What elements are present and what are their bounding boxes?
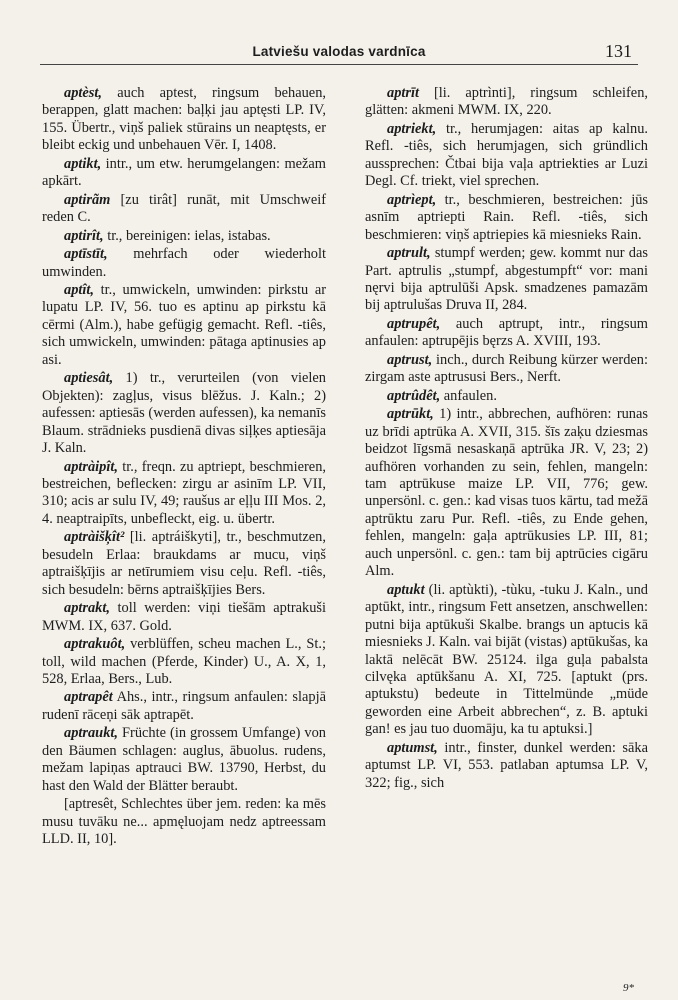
entry-definition: [li. aptrìnti], ringsum schleifen, glätten: akmeni MWM. IX, 220. — [365, 85, 648, 119]
dictionary-entry — [42, 156, 326, 191]
entry-definition: [li. aptráiškyti], tr., beschmutzen, besudeln Erlaa: braukdams ar mucu, viņš aptraišķījis ar netīrumiem visu ceļu. Refl. -tiês, sich besudeln: bērns aptraišķījies Bers. — [42, 529, 326, 598]
dictionary-entry — [42, 689, 326, 724]
entry-definition: tr., herumjagen: aitas ap kalnu. Refl. -tiês, sich herumjagen, sich gründlich aussprechen: Čtbai bija vaļa aptriekties ar Luzi Degl. Cf. triekt, viel sprechen. — [365, 120, 648, 190]
entry-headword: aptirãm — [64, 191, 111, 208]
entry-headword: aptrult, — [387, 245, 431, 262]
dictionary-entry — [365, 192, 648, 244]
page-header — [40, 40, 638, 65]
entry-headword: aptrûdêt, — [387, 387, 441, 404]
entry-definition: intr., finster, dunkel werden: sāka aptumst LP. VI, 553. patlaban aptumsa LP. V, 322; fig., sich — [365, 739, 648, 791]
entry-definition: tr., umwickeln, umwinden: pirkstu ar lupatu LP. IV, 56. tuo es aptinu ap pirkstu kā cērmi (Alm.), habe gefügig gemacht. Refl. -tiês, sich umwickeln, umwinden: pātaga aptinusies ap asi. — [42, 281, 326, 368]
entry-headword: aptrakt, — [64, 600, 110, 617]
entry-definition: tr., freqn. zu aptriept, beschmieren, bestreichen, beflecken: zirgu ar asinīm LP. VII, 310; acis ar sulu IV, 49; raušus ar eļļu III Mos. 2, 4. neaptraipīts, unbefleckt, eig. u. übertr. — [42, 458, 326, 527]
entry-definition: 1) tr., verurteilen (von vielen Objekten): zagļus, visus blēžus. J. Kaln.; 2) aufessen: aptiesās (werden aufessen), ka nemanīs Blaum. strādnieks pusdienā divas siļķes aptiesāja J. Kaln. — [42, 370, 326, 457]
entry-headword: aptrìept, — [387, 191, 437, 208]
entry-definition: [zu tirât] runāt, mit Umschweif reden C. — [42, 191, 326, 226]
entry-definition: stumpf werden; gew. kommt nur das Part. aptrulis „stumpf, abgestumpft“ vor: mani nęrvi bija aptrulūši Apsk. smadzenes pamazām bij aptrulušas Druva II, 284. — [365, 245, 648, 314]
entry-definition: mehrfach oder wiederholt umwinden. — [42, 246, 326, 280]
entry-headword: aptrakuôt, — [64, 636, 126, 653]
entry-definition: (li. aptùkti), -tùku, -tuku J. Kaln., und aptūkt, intr., ringsum Fett ansetzen, anschwellen: putni bija aptūkuši Skalbe. brangs un aptucis kā miesnieks J. Kaln. vai bijāt (vistas) aptūkušas, ka laktā nelēcāt BW. 25124. ilga guļa pabalsta cilvęka aptūkšanu A. XI, 725. [aptukt (prs. aptukstu) bedeute in Tittelmünde „müde geworden eine Arbeit abbrechen“, z. B. aptuki gan! es jau tuo duomāju, ka tu aptuksi.] — [365, 581, 648, 738]
dictionary-entry — [42, 246, 326, 281]
entry-definition: toll werden: viņi tiešām aptrakuši MWM. IX, 637. Gold. — [42, 600, 326, 634]
dictionary-entry — [42, 796, 326, 848]
entry-definition: verblüffen, scheu machen L., St.; toll, wild machen (Pferde, Kinder) U., A. X, 1, 528, Erlaa, Bers., Lub. — [42, 636, 326, 687]
entry-definition: tr., bereinigen: ielas, istabas. — [107, 227, 271, 244]
dictionary-entry — [42, 282, 326, 369]
entry-definition: auch aptest, ringsum behauen, berappen, glatt machen: baļķi jau aptęsti LP. IV, 155. Übertr., viņš paliek stūrains un neaptęsts, er bleibt eckig und unbehauen Vēr. I, 1408. — [42, 85, 326, 154]
dictionary-entry — [42, 370, 326, 457]
entry-headword: aptèst, — [64, 85, 102, 101]
entry-headword: aptrupêt, — [387, 315, 441, 332]
right-column — [365, 85, 648, 793]
dictionary-entry — [365, 388, 648, 405]
entry-headword: aptrapêt — [64, 689, 113, 706]
dictionary-entry — [42, 600, 326, 635]
entry-headword: aptiesât, — [64, 370, 114, 387]
dictionary-entry — [365, 316, 648, 351]
dictionary-entry — [365, 245, 648, 315]
entry-definition: anfaulen. — [443, 387, 497, 404]
dictionary-entry — [365, 85, 648, 120]
entry-headword: aptikt, — [64, 155, 102, 172]
dictionary-entry — [365, 121, 648, 191]
entry-definition: inch., durch Reibung kürzer werden: zirgam aste aptrususi Bers., Nerft. — [365, 351, 648, 386]
page-title: Latviešu valodas vardnīca — [252, 44, 426, 59]
dictionary-entry — [365, 740, 648, 792]
printer-signature: 9* — [623, 982, 634, 994]
dictionary-entry — [42, 228, 326, 245]
entry-definition: [aptresêt, Schlechtes über jem. reden: ka mēs musu tuvāku ne... apmęluojam nedz aptreessam LLD. II, 10]. — [42, 796, 326, 848]
entry-headword: aptràipît, — [64, 458, 118, 475]
dictionary-entry — [365, 352, 648, 387]
dictionary-entry — [365, 582, 648, 739]
dictionary-entry — [42, 192, 326, 227]
entry-headword: aptīstīt, — [64, 246, 108, 263]
entry-headword: aptît, — [64, 281, 94, 298]
entry-headword: aptrūkt, — [387, 406, 434, 423]
entry-headword: aptriekt, — [387, 120, 437, 137]
entry-headword: aptràišķît² — [64, 529, 125, 546]
left-column — [42, 85, 326, 849]
entry-headword: aptumst, — [387, 739, 438, 756]
entry-definition: auch aptrupt, intr., ringsum anfaulen: aptrupējis bęrzs A. XVIII, 193. — [365, 315, 648, 350]
page-number: 131 — [605, 41, 632, 61]
entry-headword: aptrīt — [387, 85, 419, 101]
entry-headword: aptirît, — [64, 227, 104, 244]
entry-definition: tr., beschmieren, bestreichen: jūs asnīm aptriepti Rain. Refl. -tiês, sich beschmieren: viņš aptriepies kā miesnieks Rain. — [365, 191, 648, 243]
entry-headword: aptrust, — [387, 351, 433, 368]
entry-definition: Früchte (in grossem Umfange) von den Bäumen schlagen: auglus, ābuolus. rudens, mežam lapiņas aptrauci BW. 13790, Herbst, du hast den Wald der Blätter beraubt. — [42, 725, 326, 794]
dictionary-entry — [42, 459, 326, 529]
entry-definition: Ahs., intr., ringsum anfaulen: slapjā rudenī rāceņi sāk aptrapēt. — [42, 689, 326, 723]
entry-definition: 1) intr., abbrechen, aufhören: runas uz brīdi aptrūka A. XVII, 315. šīs zaķu dziesmas beidzot līgsmā nesaskaņā aptrūka JR. V, 23; 2) aufhören vorhanden zu sein, fehlen, mangeln: tam aptrūkuse maize LP. VII, 776; gew. unpersönl. c. gen.: kad visas tuos kārtu, tad mežā aptrūktu zaru Pur. Refl. -tiês, zu Ende gehen, fehlen, mangeln: gaļa aptrūkusies LP. III, 81; auch unpersönl. c. gen.: tam bij aptrūcies cigāru Alm. — [365, 406, 648, 580]
entry-headword: aptukt — [387, 581, 425, 598]
dictionary-entry — [42, 636, 326, 688]
dictionary-entry — [42, 85, 326, 155]
entry-definition: intr., um etw. herumgelangen: mežam apkārt. — [42, 155, 326, 190]
entry-headword: aptraukt, — [64, 725, 118, 742]
dictionary-entry — [42, 529, 326, 599]
dictionary-entry — [42, 725, 326, 795]
dictionary-entry — [365, 406, 648, 581]
